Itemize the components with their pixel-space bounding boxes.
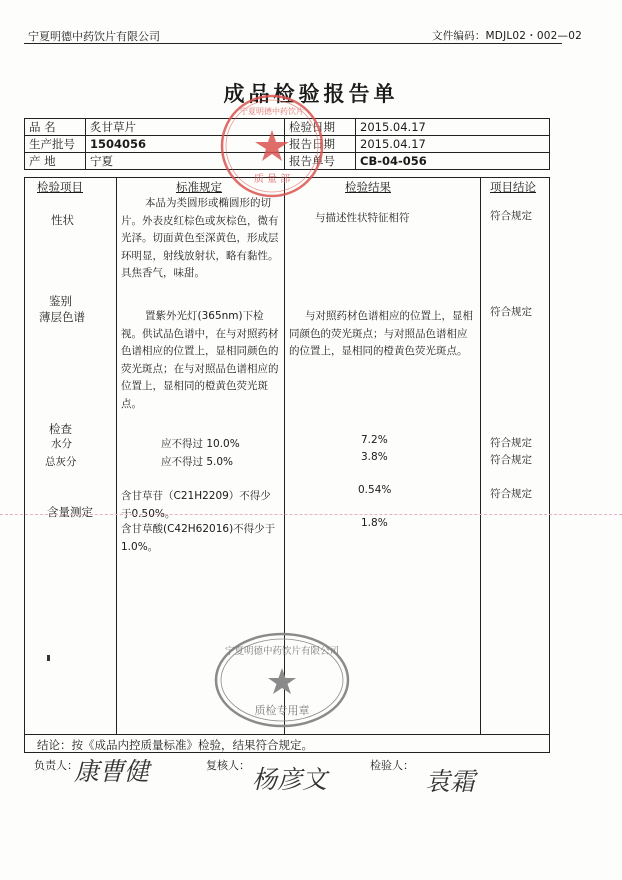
ash-conclusion: 符合规定 (490, 454, 532, 466)
quality-inspection-seal (212, 630, 352, 730)
identification-sub: 薄层色谱 (39, 310, 85, 324)
header-divider (24, 43, 562, 44)
ash-label: 总灰分 (45, 456, 77, 468)
report-no-label: 报告单号 (285, 153, 356, 170)
svg-text:质检专用章: 质检专用章 (254, 704, 310, 717)
inspection-item: 检查 (49, 422, 72, 436)
col-result: 检验结果 (345, 180, 391, 194)
appearance-item: 性状 (51, 213, 74, 227)
col-conclusion: 项目结论 (490, 180, 536, 194)
inspect-date-label: 检验日期 (285, 119, 356, 136)
reviewer-signature: 杨彦文 (252, 765, 328, 794)
ash-result: 3.8% (361, 451, 388, 463)
origin-label: 产 地 (25, 153, 86, 170)
ink-mark (47, 655, 50, 661)
quality-dept-stamp (218, 92, 326, 200)
identification-result: 与对照药材色谱相应的位置上，显相同颜色的荧光斑点；与对照品色谱相应的位置上，显相同的橙黄色荧光斑点。 (289, 310, 473, 357)
product-name: 炙甘草片 (86, 119, 285, 136)
report-date-label: 报告日期 (285, 136, 356, 153)
batch-number: 1504056 (86, 136, 285, 153)
assay-conclusion: 符合规定 (490, 488, 532, 500)
identification-conclusion: 符合规定 (490, 306, 532, 318)
appearance-conclusion: 符合规定 (490, 210, 532, 222)
moisture-conclusion: 符合规定 (490, 437, 532, 449)
page-title: 成品检验报告单 (223, 81, 399, 106)
company-name: 宁夏明德中药饮片有限公司 (28, 30, 160, 43)
inspector-label: 检验人： (370, 759, 414, 772)
col-divider (116, 178, 117, 734)
svg-text:宁夏明德中药饮片有限公司: 宁夏明德中药饮片有限公司 (224, 646, 340, 657)
moisture-result: 7.2% (361, 434, 388, 446)
col-item: 检验项目 (37, 180, 83, 194)
svg-text:宁夏明德中药饮片: 宁夏明德中药饮片 (240, 107, 304, 116)
ash-standard: 应不得过 5.0% (161, 456, 234, 468)
scan-artifact-line (0, 514, 622, 515)
moisture-label: 水分 (51, 438, 72, 450)
name-label: 品 名 (25, 119, 86, 136)
glycyrrhizic-result: 1.8% (361, 517, 388, 529)
responsible-label: 负责人： (34, 759, 78, 772)
col-divider (480, 178, 481, 734)
batch-label: 生产批号 (25, 136, 86, 153)
svg-text:质 量 部: 质 量 部 (253, 174, 291, 185)
responsible-signature: 康曹健 (74, 757, 150, 786)
inspector-signature: 袁霜 (425, 767, 476, 796)
origin: 宁夏 (86, 153, 285, 170)
document-number: 文件编码：MDJL02・002—02 (432, 30, 582, 42)
report-date: 2015.04.17 (356, 136, 550, 153)
conclusion: 结论：按《成品内控质量标准》检验，结果符合规定。 (24, 735, 550, 753)
col-standard: 标准规定 (176, 180, 222, 194)
report-number: CB-04-056 (356, 153, 550, 170)
inspect-date: 2015.04.17 (356, 119, 550, 136)
moisture-standard: 应不得过 10.0% (161, 438, 240, 450)
identification-item: 鉴别 (49, 294, 72, 308)
identification-standard: 置紫外光灯(365nm)下检视。供试品色谱中，在与对照药材色谱相应的位置上，显相同颜色的荧光斑点；在与对照品色谱相应的位置上，显相同的橙黄色荧光斑点。 (121, 310, 279, 410)
reviewer-label: 复核人： (206, 759, 250, 772)
glycyrrhizin-result: 0.54% (358, 484, 392, 496)
appearance-standard: 本品为类圆形或椭圆形的切片。外表皮红棕色或灰棕色，微有光泽。切面黄色至深黄色，形成层环明显，射线放射状，略有黏性。具焦香气，味甜。 (121, 197, 279, 279)
glycyrrhizin-standard: 含甘草苷（C21H2209）不得少于0.50%。 (121, 490, 271, 520)
assay-item: 含量测定 (47, 505, 93, 519)
glycyrrhizic-standard: 含甘草酸(C42H62016)不得少于1.0%。 (121, 523, 276, 553)
appearance-result: 与描述性状特征相符 (315, 212, 410, 224)
